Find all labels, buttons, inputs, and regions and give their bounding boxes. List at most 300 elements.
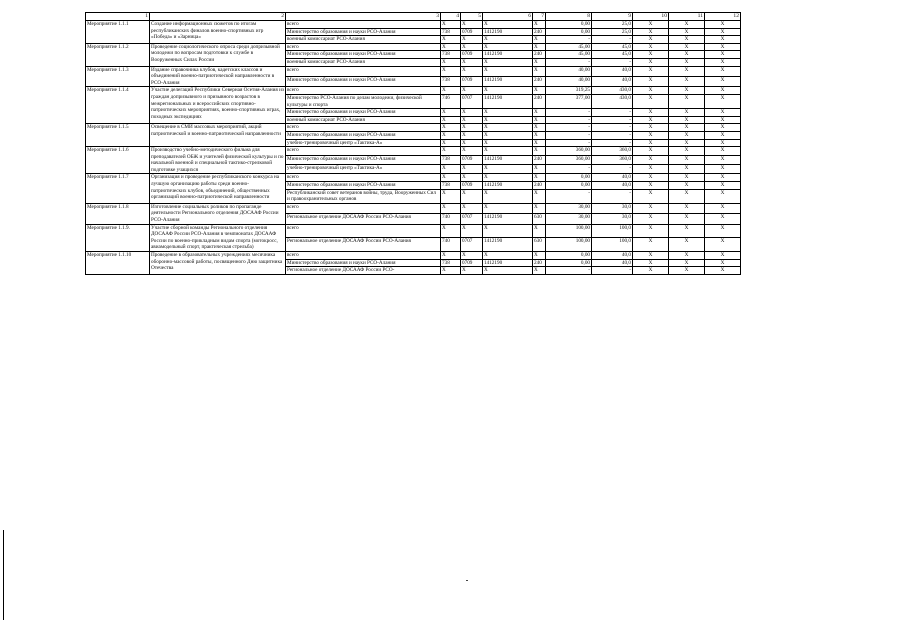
col-10-cell: X xyxy=(633,58,669,66)
col-12-cell: X xyxy=(705,109,741,117)
ministry-code-cell: X xyxy=(441,224,461,238)
col-10-cell: X xyxy=(633,147,669,156)
section-code-cell: X xyxy=(461,174,483,182)
col-11-cell: X xyxy=(669,66,705,76)
value-actual-cell: - xyxy=(592,116,633,124)
executor-cell: Министерство образования и науки РСО-Алания xyxy=(286,156,441,165)
executor-cell: военный комиссариат РСО-Алания xyxy=(286,116,441,124)
value-actual-cell: 100,0 xyxy=(592,238,633,252)
value-planned-cell: - xyxy=(546,267,592,275)
value-planned-cell: 0,00 xyxy=(546,28,592,36)
col-11-cell: X xyxy=(669,238,705,252)
header-cell-5: 5 xyxy=(461,13,483,21)
col-10-cell: X xyxy=(633,76,669,86)
ministry-code-cell: X xyxy=(441,174,461,182)
col-12-cell: X xyxy=(705,87,741,95)
col-10-cell: X xyxy=(633,267,669,275)
ministry-code-cell: X xyxy=(441,124,461,132)
col-11-cell: X xyxy=(669,21,705,29)
col-10-cell: X xyxy=(633,131,669,139)
col-10-cell: X xyxy=(633,109,669,117)
event-title-cell: Изготовление социальных роликов по пропаганде деятельности Регионального отделения ДОСААФ России РСО-Алания xyxy=(150,203,286,224)
event-id-cell: Мероприятие 1.1.3 xyxy=(86,66,150,87)
value-actual-cell: - xyxy=(592,58,633,66)
executor-cell: всего xyxy=(286,124,441,132)
executor-cell: учебно-тренировочный центр «Тактика-А» xyxy=(286,165,441,174)
col-10-cell: X xyxy=(633,51,669,59)
ministry-code-cell: X xyxy=(441,252,461,260)
executor-cell: всего xyxy=(286,21,441,29)
ministry-code-cell: 738 xyxy=(441,76,461,86)
col-11-cell: X xyxy=(669,116,705,124)
col-11-cell: X xyxy=(669,214,705,224)
col-10-cell: X xyxy=(633,259,669,267)
col-12-cell: X xyxy=(705,203,741,213)
expense-type-cell: 240 xyxy=(533,28,546,36)
section-code-cell: X xyxy=(461,58,483,66)
col-12-cell: X xyxy=(705,21,741,29)
col-12-cell: X xyxy=(705,156,741,165)
col-11-cell: X xyxy=(669,139,705,147)
col-10-cell: X xyxy=(633,182,669,190)
expense-type-cell: X xyxy=(533,224,546,238)
value-actual-cell: 25,0 xyxy=(592,21,633,29)
section-code-cell: 0709 xyxy=(461,28,483,36)
table-row xyxy=(86,203,741,213)
table-row xyxy=(86,21,741,29)
col-11-cell: X xyxy=(669,252,705,260)
value-planned-cell: 377,00 xyxy=(546,94,592,108)
value-planned-cell: - xyxy=(546,116,592,124)
value-planned-cell: - xyxy=(546,165,592,174)
col-12-cell: X xyxy=(705,124,741,132)
header-cell-2: 2 xyxy=(150,13,286,21)
section-code-cell: X xyxy=(461,165,483,174)
value-actual-cell: 30,0 xyxy=(592,203,633,213)
section-code-cell: 0709 xyxy=(461,51,483,59)
value-planned-cell: - xyxy=(546,109,592,117)
col-11-cell: X xyxy=(669,28,705,36)
section-code-cell: X xyxy=(461,203,483,213)
col-11-cell: X xyxy=(669,124,705,132)
section-code-cell: 0709 xyxy=(461,156,483,165)
col-10-cell: X xyxy=(633,238,669,252)
header-cell-7: 7 xyxy=(533,13,546,21)
value-actual-cell: - xyxy=(592,131,633,139)
col-12-cell: X xyxy=(705,165,741,174)
value-actual-cell: 430,0 xyxy=(592,87,633,95)
executor-cell: всего xyxy=(286,203,441,213)
target-article-cell: X xyxy=(483,252,533,260)
expense-type-cell: X xyxy=(533,124,546,132)
event-title-cell: Освещение в СМИ массовых мероприятий, акций патриотической и военно-патриотической направленности xyxy=(150,124,286,147)
value-planned-cell: 360,00 xyxy=(546,147,592,156)
col-10-cell: X xyxy=(633,66,669,76)
col-11-cell: X xyxy=(669,189,705,203)
value-planned-cell: - xyxy=(546,124,592,132)
ministry-code-cell: X xyxy=(441,36,461,44)
event-title-cell: Производство учебно-методического фильма для преподавателей ОБЖ и учителей физической культуры и по начальной военной и специальной тактико-стрелковой подготовке учащихся xyxy=(150,147,286,174)
event-id-cell: Мероприятие 1.1.2 xyxy=(86,43,150,66)
value-planned-cell: - xyxy=(546,36,592,44)
expense-type-cell: X xyxy=(533,131,546,139)
target-article-cell: 1412190 xyxy=(483,238,533,252)
col-12-cell: X xyxy=(705,267,741,275)
scan-speck xyxy=(466,580,468,581)
executor-cell: военный комиссариат РСО-Алания xyxy=(286,36,441,44)
table-row xyxy=(86,66,741,76)
col-11-cell: X xyxy=(669,131,705,139)
col-10-cell: X xyxy=(633,43,669,51)
col-11-cell: X xyxy=(669,156,705,165)
value-planned-cell: 40,00 xyxy=(546,76,592,86)
executor-cell: Министерство образования и науки РСО-Алания xyxy=(286,131,441,139)
col-12-cell: X xyxy=(705,189,741,203)
table-row xyxy=(86,174,741,182)
col-11-cell: X xyxy=(669,224,705,238)
expense-type-cell: X xyxy=(533,58,546,66)
table-row xyxy=(86,147,741,156)
expense-type-cell: X xyxy=(533,174,546,182)
col-10-cell: X xyxy=(633,139,669,147)
ministry-code-cell: 746 xyxy=(441,94,461,108)
col-11-cell: X xyxy=(669,51,705,59)
value-actual-cell: - xyxy=(592,124,633,132)
col-10-cell: X xyxy=(633,21,669,29)
value-actual-cell: 360,0 xyxy=(592,156,633,165)
target-article-cell: X xyxy=(483,116,533,124)
executor-cell: всего xyxy=(286,224,441,238)
col-12-cell: X xyxy=(705,116,741,124)
ministry-code-cell: X xyxy=(441,116,461,124)
expense-type-cell: X xyxy=(533,36,546,44)
expense-type-cell: X xyxy=(533,147,546,156)
ministry-code-cell: 738 xyxy=(441,182,461,190)
col-11-cell: X xyxy=(669,36,705,44)
ministry-code-cell: X xyxy=(441,147,461,156)
event-title-cell: Участие сборной команды Регионального отделения ДОСААФ России РСО-Алания в чемпионатах ДОСААФ России по военно-прикладным видам спорта (мотокросс, авиамодельный спорт, практическая стрельба) xyxy=(150,224,286,251)
section-code-cell: X xyxy=(461,139,483,147)
ministry-code-cell: X xyxy=(441,58,461,66)
value-planned-cell: 45,00 xyxy=(546,51,592,59)
executor-cell: военный комиссариат РСО-Алания xyxy=(286,58,441,66)
section-code-cell: X xyxy=(461,109,483,117)
value-planned-cell: 100,00 xyxy=(546,224,592,238)
col-10-cell: X xyxy=(633,174,669,182)
target-article-cell: 1412190 xyxy=(483,156,533,165)
target-article-cell: X xyxy=(483,174,533,182)
value-actual-cell: 40,0 xyxy=(592,174,633,182)
value-planned-cell: 0,00 xyxy=(546,182,592,190)
col-10-cell: X xyxy=(633,156,669,165)
value-actual-cell: 40,0 xyxy=(592,259,633,267)
executor-cell: Республиканский совет ветеранов войны, труда, Вооруженных Сил и правоохранительных органов xyxy=(286,189,441,203)
expense-type-cell: X xyxy=(533,87,546,95)
target-article-cell: X xyxy=(483,21,533,29)
executor-cell: Министерство образования и науки РСО-Алания xyxy=(286,28,441,36)
table-row xyxy=(86,124,741,132)
target-article-cell: 1412190 xyxy=(483,182,533,190)
col-10-cell: X xyxy=(633,94,669,108)
target-article-cell: X xyxy=(483,189,533,203)
col-12-cell: X xyxy=(705,224,741,238)
target-article-cell: X xyxy=(483,224,533,238)
header-cell-1: 1 xyxy=(86,13,150,21)
col-12-cell: X xyxy=(705,36,741,44)
col-11-cell: X xyxy=(669,203,705,213)
ministry-code-cell: X xyxy=(441,189,461,203)
section-code-cell: X xyxy=(461,224,483,238)
table-row xyxy=(86,87,741,95)
section-code-cell: X xyxy=(461,21,483,29)
col-12-cell: X xyxy=(705,147,741,156)
header-cell-8: 8 xyxy=(546,13,592,21)
col-11-cell: X xyxy=(669,267,705,275)
value-actual-cell: - xyxy=(592,139,633,147)
col-11-cell: X xyxy=(669,87,705,95)
event-title-cell: Издание справочника клубов, кадетских классов и объединений военно-патриотической направленности в РСО-Алания xyxy=(150,66,286,87)
value-planned-cell: 45,00 xyxy=(546,43,592,51)
value-planned-cell: - xyxy=(546,139,592,147)
value-actual-cell: - xyxy=(592,36,633,44)
executor-cell: всего xyxy=(286,147,441,156)
ministry-code-cell: 738 xyxy=(441,51,461,59)
col-11-cell: X xyxy=(669,147,705,156)
col-12-cell: X xyxy=(705,76,741,86)
section-code-cell: 0707 xyxy=(461,214,483,224)
executor-cell: Министерство образования и науки РСО-Алания xyxy=(286,259,441,267)
ministry-code-cell: X xyxy=(441,109,461,117)
col-12-cell: X xyxy=(705,238,741,252)
expense-type-cell: X xyxy=(533,116,546,124)
value-actual-cell: - xyxy=(592,109,633,117)
value-planned-cell: 0,00 xyxy=(546,252,592,260)
target-article-cell: X xyxy=(483,165,533,174)
ministry-code-cell: X xyxy=(441,131,461,139)
executor-cell: Региональное отделение ДОСААФ России РСО-Алания xyxy=(286,238,441,252)
value-actual-cell: - xyxy=(592,189,633,203)
value-actual-cell: 40,0 xyxy=(592,66,633,76)
event-id-cell: Мероприятие 1.1.4 xyxy=(86,87,150,124)
col-10-cell: X xyxy=(633,116,669,124)
value-actual-cell: 360,0 xyxy=(592,147,633,156)
target-article-cell: 1412190 xyxy=(483,259,533,267)
col-11-cell: X xyxy=(669,94,705,108)
header-cell-10: 10 xyxy=(633,13,669,21)
col-12-cell: X xyxy=(705,139,741,147)
event-id-cell: Мероприятие 1.1.1 xyxy=(86,21,150,44)
section-code-cell: X xyxy=(461,131,483,139)
col-12-cell: X xyxy=(705,51,741,59)
value-planned-cell: 30,00 xyxy=(546,203,592,213)
executor-cell: всего xyxy=(286,174,441,182)
value-planned-cell: - xyxy=(546,131,592,139)
col-12-cell: X xyxy=(705,131,741,139)
event-title-cell: Создание информационных сюжетов по итогам республиканских финалов военно-спортивных игр «Победа» и «Зарница» xyxy=(150,21,286,44)
target-article-cell: X xyxy=(483,109,533,117)
ministry-code-cell: X xyxy=(441,165,461,174)
target-article-cell: X xyxy=(483,58,533,66)
expense-type-cell: 240 xyxy=(533,51,546,59)
executor-cell: Министерство образования и науки РСО-Алания xyxy=(286,51,441,59)
section-code-cell: X xyxy=(461,189,483,203)
col-11-cell: X xyxy=(669,165,705,174)
col-10-cell: X xyxy=(633,214,669,224)
section-code-cell: X xyxy=(461,252,483,260)
section-code-cell: X xyxy=(461,36,483,44)
header-cell-11: 11 xyxy=(669,13,705,21)
event-id-cell: Мероприятие 1.1.6 xyxy=(86,147,150,174)
scan-edge-mark xyxy=(3,530,4,620)
target-article-cell: 1412190 xyxy=(483,51,533,59)
header-cell-4: 4 xyxy=(441,13,461,21)
header-row xyxy=(86,13,741,21)
target-article-cell: X xyxy=(483,66,533,76)
header-cell-9: 9 xyxy=(592,13,633,21)
executor-cell: Министерство РСО-Алания по делам молодежи, физической культуры и спорта xyxy=(286,94,441,108)
executor-cell: Министерство образования и науки РСО-Алания xyxy=(286,109,441,117)
executor-cell: Региональное отделение ДОСААФ России РСО- xyxy=(286,267,441,275)
value-actual-cell: 40,0 xyxy=(592,252,633,260)
executor-cell: всего xyxy=(286,252,441,260)
section-code-cell: 0709 xyxy=(461,259,483,267)
expense-type-cell: X xyxy=(533,43,546,51)
col-11-cell: X xyxy=(669,174,705,182)
value-actual-cell: 30,0 xyxy=(592,214,633,224)
event-id-cell: Мероприятие 1.1.8 xyxy=(86,203,150,224)
event-id-cell: Мероприятие 1.1.5 xyxy=(86,124,150,147)
section-code-cell: X xyxy=(461,124,483,132)
target-article-cell: X xyxy=(483,124,533,132)
target-article-cell: X xyxy=(483,139,533,147)
event-id-cell: Мероприятие 1.1.9. xyxy=(86,224,150,251)
value-planned-cell: 30,00 xyxy=(546,214,592,224)
event-title-cell: Организация и проведение республиканского конкурса на лучшую организацию работы среди военно-патриотических клубов, объединений, общественных организаций военно-патриотической направленности xyxy=(150,174,286,203)
col-10-cell: X xyxy=(633,28,669,36)
executor-cell: учебно-тренировочный центр «Тактика-А» xyxy=(286,139,441,147)
budget-table xyxy=(85,12,741,275)
event-title-cell: Проведение в образовательных учреждениях месячника оборонно-массовой работы, посвященного Дню защитника Отечества xyxy=(150,252,286,275)
expense-type-cell: 240 xyxy=(533,94,546,108)
value-planned-cell: 100,00 xyxy=(546,238,592,252)
target-article-cell: X xyxy=(483,267,533,275)
value-actual-cell: - xyxy=(592,267,633,275)
executor-cell: Министерство образования и науки РСО-Алания xyxy=(286,182,441,190)
value-planned-cell: 0,00 xyxy=(546,21,592,29)
expense-type-cell: X xyxy=(533,66,546,76)
ministry-code-cell: 738 xyxy=(441,259,461,267)
col-12-cell: X xyxy=(705,43,741,51)
ministry-code-cell: 738 xyxy=(441,156,461,165)
value-actual-cell: 430,0 xyxy=(592,94,633,108)
target-article-cell: X xyxy=(483,87,533,95)
col-10-cell: X xyxy=(633,252,669,260)
expense-type-cell: X xyxy=(533,267,546,275)
target-article-cell: X xyxy=(483,36,533,44)
section-code-cell: X xyxy=(461,43,483,51)
expense-type-cell: 240 xyxy=(533,76,546,86)
col-11-cell: X xyxy=(669,43,705,51)
ministry-code-cell: X xyxy=(441,43,461,51)
expense-type-cell: 630 xyxy=(533,238,546,252)
ministry-code-cell: 740 xyxy=(441,214,461,224)
expense-type-cell: 240 xyxy=(533,182,546,190)
value-actual-cell: 45,0 xyxy=(592,51,633,59)
value-planned-cell: 319,25 xyxy=(546,87,592,95)
col-12-cell: X xyxy=(705,66,741,76)
col-12-cell: X xyxy=(705,252,741,260)
executor-cell: всего xyxy=(286,87,441,95)
col-11-cell: X xyxy=(669,259,705,267)
expense-type-cell: X xyxy=(533,165,546,174)
expense-type-cell: X xyxy=(533,109,546,117)
expense-type-cell: 240 xyxy=(533,156,546,165)
value-actual-cell: 25,0 xyxy=(592,28,633,36)
target-article-cell: 1412190 xyxy=(483,28,533,36)
executor-cell: всего xyxy=(286,66,441,76)
col-12-cell: X xyxy=(705,58,741,66)
value-planned-cell: 360,00 xyxy=(546,156,592,165)
table-row xyxy=(86,252,741,260)
event-title-cell: Участие делегаций Республики Северная Осетия-Алания из граждан допризывного и призывного возрастов в межрегиональных и всероссийских спортивно-патриотических мероприятиях, военно-спортивных играх, походных экспедициях xyxy=(150,87,286,124)
section-code-cell: 0709 xyxy=(461,76,483,86)
target-article-cell: X xyxy=(483,203,533,213)
expense-type-cell: X xyxy=(533,203,546,213)
table-row xyxy=(86,43,741,51)
ministry-code-cell: X xyxy=(441,21,461,29)
ministry-code-cell: 738 xyxy=(441,28,461,36)
executor-cell: всего xyxy=(286,43,441,51)
value-planned-cell: - xyxy=(546,189,592,203)
value-actual-cell: 40,0 xyxy=(592,182,633,190)
col-11-cell: X xyxy=(669,76,705,86)
col-10-cell: X xyxy=(633,224,669,238)
col-10-cell: X xyxy=(633,189,669,203)
ministry-code-cell: 740 xyxy=(441,238,461,252)
section-code-cell: 0707 xyxy=(461,94,483,108)
ministry-code-cell: X xyxy=(441,267,461,275)
header-cell-3: 3 xyxy=(286,13,441,21)
ministry-code-cell: X xyxy=(441,66,461,76)
section-code-cell: X xyxy=(461,147,483,156)
expense-type-cell: X xyxy=(533,139,546,147)
expense-type-cell: 630 xyxy=(533,214,546,224)
ministry-code-cell: X xyxy=(441,203,461,213)
section-code-cell: 0709 xyxy=(461,182,483,190)
target-article-cell: 1412190 xyxy=(483,94,533,108)
executor-cell: Региональное отделение ДОСААФ России РСО-Алания xyxy=(286,214,441,224)
section-code-cell: X xyxy=(461,66,483,76)
value-actual-cell: 40,0 xyxy=(592,76,633,86)
section-code-cell: X xyxy=(461,116,483,124)
section-code-cell: X xyxy=(461,87,483,95)
col-10-cell: X xyxy=(633,87,669,95)
col-11-cell: X xyxy=(669,109,705,117)
col-12-cell: X xyxy=(705,182,741,190)
event-id-cell: Мероприятие 1.1.7 xyxy=(86,174,150,203)
col-10-cell: X xyxy=(633,203,669,213)
col-10-cell: X xyxy=(633,165,669,174)
expense-type-cell: 240 xyxy=(533,259,546,267)
col-12-cell: X xyxy=(705,94,741,108)
target-article-cell: X xyxy=(483,131,533,139)
col-12-cell: X xyxy=(705,214,741,224)
value-planned-cell: - xyxy=(546,58,592,66)
ministry-code-cell: X xyxy=(441,139,461,147)
expense-type-cell: X xyxy=(533,252,546,260)
value-actual-cell: 45,0 xyxy=(592,43,633,51)
value-planned-cell: 40,00 xyxy=(546,66,592,76)
